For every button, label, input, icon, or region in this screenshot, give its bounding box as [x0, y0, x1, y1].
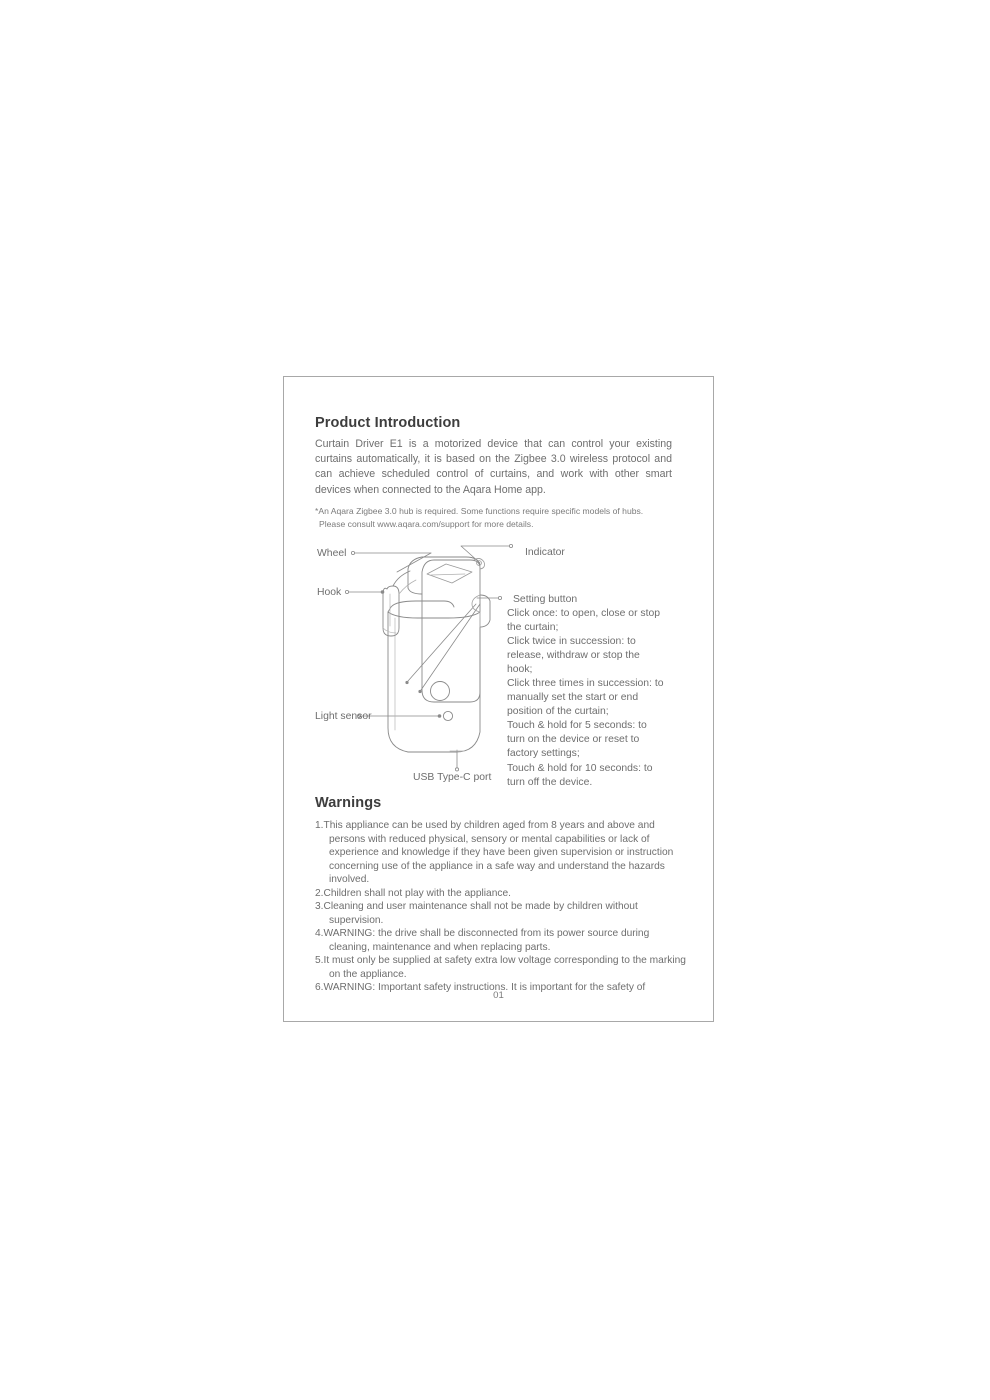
setting-button-instruction-list: [507, 607, 707, 790]
setting-instruction-line: Touch & hold for 10 seconds: to: [507, 762, 653, 774]
setting-instruction-line: Touch & hold for 5 seconds: to: [507, 720, 647, 732]
label-wheel: Wheel: [317, 548, 347, 559]
setting-button-callout: [507, 593, 707, 790]
setting-instruction-line: turn off the device.: [507, 776, 593, 788]
front-push-button: [431, 682, 450, 701]
warning-item: 3.Cleaning and user maintenance shall not be made by children without supervision.: [315, 901, 638, 926]
device-front-panel: [408, 557, 480, 702]
page-number: 01: [493, 990, 504, 1001]
light-sensor-hole: [443, 711, 452, 720]
label-setting-button: Setting button: [513, 594, 578, 605]
setting-instruction-line: Click once: to open, close or stop: [507, 608, 661, 619]
label-indicator: Indicator: [525, 547, 565, 558]
product-diagram: [284, 532, 713, 788]
leader-line-button-pointers: [405, 604, 480, 693]
hub-requirement-footnote: [315, 505, 679, 532]
wheel-plate: [427, 564, 472, 583]
manual-page-sheet: [283, 376, 714, 1022]
product-introduction-paragraph: Curtain Driver E1 is a motorized device that can control your existing curtains automatically, it is based on the Zigbee 3.0 wireless protocol and can achieve scheduled control of curtains, and work with other smart devices when connected to the Aqara Home app.: [315, 438, 672, 496]
leader-line-hook: [345, 590, 384, 594]
warning-item: 5.It must only be supplied at safety extra low voltage corresponding to the marking on the appliance.: [315, 955, 686, 980]
footnote-line-2: Please consult www.aqara.com/support for more details.: [319, 519, 534, 530]
setting-instruction-line: turn on the device or reset to: [507, 734, 640, 746]
setting-instruction-line: the curtain;: [507, 622, 559, 634]
leader-line-wheel: [351, 551, 431, 572]
warning-item: 1.This appliance can be used by children aged from 8 years and above and persons with reduced physical, sensory or mental capabilities or lack of experience and knowledge if they have been given supervision or instruction concerning use of the appliance in a safe way and understand the hazards involved.: [315, 820, 674, 885]
setting-instruction-line: position of the curtain;: [507, 706, 609, 718]
setting-instruction-line: Click three times in succession: to: [507, 678, 664, 690]
setting-instruction-line: release, withdraw or stop the: [507, 650, 640, 662]
product-introduction-heading: Product Introduction: [315, 415, 461, 431]
warning-item: 6.WARNING: Important safety instructions. It is important for the safety of: [315, 982, 646, 993]
setting-instruction-line: factory settings;: [507, 748, 580, 760]
setting-instruction-line: Click twice in succession: to: [507, 636, 636, 648]
label-light-sensor: Light sensor: [315, 711, 372, 722]
footnote-line-1: *An Aqara Zigbee 3.0 hub is required. Some functions require specific models of hubs.: [315, 506, 644, 516]
warning-item: 4.WARNING: the drive shall be disconnected from its power source during cleaning, maintenance and when replacing parts.: [315, 928, 650, 953]
leader-line-usb-port: [455, 750, 458, 771]
warnings-heading: Warnings: [315, 795, 382, 811]
setting-instruction-line: hook;: [507, 664, 533, 676]
warning-item: 2.Children shall not play with the appliance.: [315, 887, 511, 899]
label-hook: Hook: [317, 587, 342, 598]
warnings-list: [315, 819, 687, 995]
setting-button-barrel: [472, 595, 490, 627]
setting-instruction-line: manually set the start or end: [507, 692, 639, 704]
label-usb-type-c-port: USB Type-C port: [413, 772, 492, 783]
